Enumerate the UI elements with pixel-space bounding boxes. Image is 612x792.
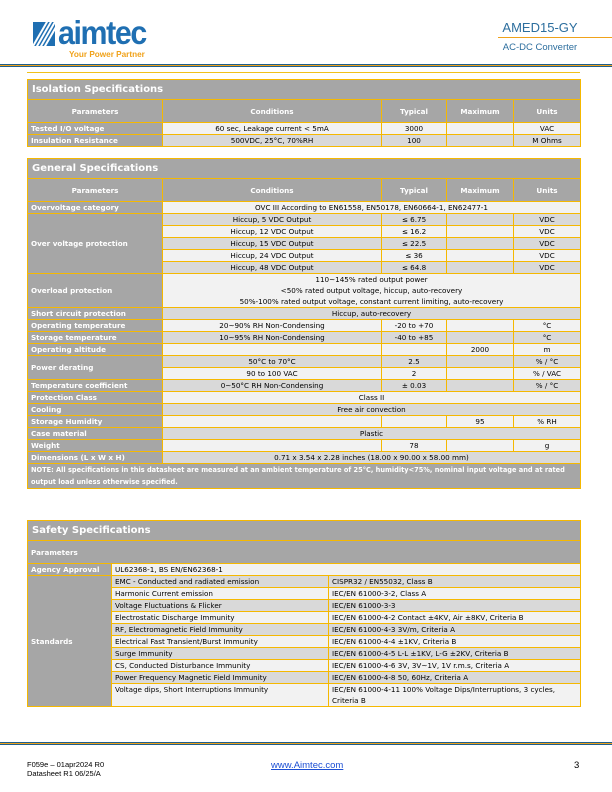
overload-line: <50% rated output voltage, hiccup, auto-recovery — [280, 286, 463, 295]
maximum-cell — [447, 320, 514, 332]
test-cell: Power Frequency Magnetic Field Immunity — [112, 672, 329, 684]
conditions-cell: 60 sec, Leakage current < 5mA — [163, 123, 382, 135]
column-header: Parameters — [28, 100, 163, 123]
general-spec-table — [27, 158, 581, 489]
header-rule-blue — [0, 66, 612, 67]
content-top-rule — [27, 72, 580, 73]
column-header: Conditions — [163, 179, 382, 202]
standard-cell: IEC/EN 61000-4-3 3V/m, Criteria A — [329, 624, 581, 636]
standard-cell: IEC/EN 61000-4-11 100% Voltage Dips/Interruptions, 3 cycles, Criteria B — [329, 684, 581, 707]
column-header: Maximum — [447, 179, 514, 202]
table-row — [28, 564, 581, 576]
table-row — [28, 214, 581, 226]
value-cell — [163, 274, 581, 308]
table-row — [28, 123, 581, 135]
column-header: Units — [514, 179, 581, 202]
test-cell: Electrical Fast Transient/Burst Immunity — [112, 636, 329, 648]
maximum-cell — [447, 380, 514, 392]
column-header: Typical — [382, 100, 447, 123]
maximum-cell — [447, 332, 514, 344]
conditions-cell: Hiccup, 5 VDC Output — [163, 214, 382, 226]
maximum-cell: 95 — [447, 416, 514, 428]
conditions-cell: Hiccup, 15 VDC Output — [163, 238, 382, 250]
logo-mark-icon — [33, 22, 55, 46]
table-row — [28, 440, 581, 452]
table-row — [28, 380, 581, 392]
maximum-cell — [447, 356, 514, 368]
standard-cell: IEC/EN 61000-4-6 3V, 3V~1V, 1V r.m.s, Criteria A — [329, 660, 581, 672]
conditions-cell: 50°C to 70°C — [163, 356, 382, 368]
param-label: Tested I/O voltage — [28, 123, 163, 135]
section-title: Isolation Specifications — [28, 80, 581, 100]
standard-cell: IEC/EN 61000-3-2, Class A — [329, 588, 581, 600]
typical-cell: ≤ 16.2 — [382, 226, 447, 238]
table-row — [28, 392, 581, 404]
value-cell: 0.71 x 3.54 x 2.28 inches (18.00 x 90.00 x 58.00 mm) — [163, 452, 581, 464]
test-cell: Voltage Fluctuations & Flicker — [112, 600, 329, 612]
typical-cell: ≤ 64.8 — [382, 262, 447, 274]
logo-tagline: Your Power Partner — [69, 50, 145, 59]
param-label: Agency Approval — [28, 564, 112, 576]
units-cell: VDC — [514, 262, 581, 274]
logo-wordmark: aimtec — [58, 14, 146, 51]
maximum-cell — [447, 226, 514, 238]
typical-cell — [382, 416, 447, 428]
aimtec-logo — [33, 14, 163, 62]
param-label: Cooling — [28, 404, 163, 416]
footer-rule-blue — [0, 744, 612, 745]
product-name: AMED15-GY — [502, 20, 578, 35]
units-cell: % / VAC — [514, 368, 581, 380]
param-label: Overvoltage category — [28, 202, 163, 214]
typical-cell: 2 — [382, 368, 447, 380]
test-cell: Voltage dips, Short Interruptions Immunity — [112, 684, 329, 707]
footer-doc-info — [27, 760, 104, 778]
param-label: Power derating — [28, 356, 163, 380]
table-row — [28, 428, 581, 440]
maximum-cell — [447, 250, 514, 262]
conditions-cell: Hiccup, 12 VDC Output — [163, 226, 382, 238]
param-label: Operating altitude — [28, 344, 163, 356]
standard-cell: IEC/EN 61000-4-4 ±1KV, Criteria B — [329, 636, 581, 648]
column-header: Typical — [382, 179, 447, 202]
units-cell: M Ohms — [514, 135, 581, 147]
maximum-cell — [447, 368, 514, 380]
conditions-cell: 500VDC, 25°C, 70%RH — [163, 135, 382, 147]
table-row — [28, 356, 581, 368]
typical-cell: ± 0.03 — [382, 380, 447, 392]
table-row — [28, 320, 581, 332]
standard-cell: IEC/EN 61000-4-8 50, 60Hz, Criteria A — [329, 672, 581, 684]
maximum-cell — [447, 123, 514, 135]
test-cell: Electrostatic Discharge Immunity — [112, 612, 329, 624]
conditions-cell: 20~90% RH Non-Condensing — [163, 320, 382, 332]
standard-cell: IEC/EN 61000-4-2 Contact ±4KV, Air ±8KV, Criteria B — [329, 612, 581, 624]
table-row — [28, 404, 581, 416]
form-id: F059e – 01apr2024 R0 — [27, 760, 105, 769]
typical-cell: 3000 — [382, 123, 447, 135]
units-cell: VDC — [514, 226, 581, 238]
units-cell: % / °C — [514, 380, 581, 392]
param-label: Dimensions (L x W x H) — [28, 452, 163, 464]
table-row — [28, 135, 581, 147]
units-cell: m — [514, 344, 581, 356]
table-row — [28, 308, 581, 320]
maximum-cell — [447, 262, 514, 274]
conditions-cell: 0~50°C RH Non-Condensing — [163, 380, 382, 392]
param-label: Operating temperature — [28, 320, 163, 332]
typical-cell — [382, 344, 447, 356]
units-cell: °C — [514, 320, 581, 332]
isolation-spec-table — [27, 79, 581, 147]
value-cell: Hiccup, auto-recovery — [163, 308, 581, 320]
param-label: Storage Humidity — [28, 416, 163, 428]
conditions-cell: Hiccup, 24 VDC Output — [163, 250, 382, 262]
table-row — [28, 344, 581, 356]
typical-cell: ≤ 22.5 — [382, 238, 447, 250]
typical-cell: 100 — [382, 135, 447, 147]
table-row — [28, 576, 581, 588]
table-row — [28, 332, 581, 344]
standard-cell: IEC/EN 61000-4-5 L-L ±1KV, L-G ±2KV, Criteria B — [329, 648, 581, 660]
param-label: Overload protection — [28, 274, 163, 308]
units-cell: VDC — [514, 238, 581, 250]
section-title: General Specifications — [28, 159, 581, 179]
param-label: Temperature coefficient — [28, 380, 163, 392]
test-cell: RF, Electromagnetic Field Immunity — [112, 624, 329, 636]
value-cell: Free air convection — [163, 404, 581, 416]
overload-line: 50%-100% rated output voltage, constant current limiting, auto-recovery — [239, 297, 504, 306]
safety-spec-table — [27, 520, 581, 707]
test-cell: Surge Immunity — [112, 648, 329, 660]
maximum-cell — [447, 440, 514, 452]
param-label: Insulation Resistance — [28, 135, 163, 147]
typical-cell: ≤ 6.75 — [382, 214, 447, 226]
website-link[interactable]: www.Aimtec.com — [271, 760, 344, 771]
section-title: Safety Specifications — [28, 521, 581, 541]
param-label: Short circuit protection — [28, 308, 163, 320]
typical-cell: 78 — [382, 440, 447, 452]
maximum-cell: 2000 — [447, 344, 514, 356]
datasheet-revision: Datasheet R1 06/25/A — [27, 769, 101, 778]
column-header: Maximum — [447, 100, 514, 123]
test-cell: EMC - Conducted and radiated emission — [112, 576, 329, 588]
test-cell: Harmonic Current emission — [112, 588, 329, 600]
standard-cell: CISPR32 / EN55032, Class B — [329, 576, 581, 588]
param-label: Over voltage protection — [28, 214, 163, 274]
param-label: Storage temperature — [28, 332, 163, 344]
typical-cell: ≤ 36 — [382, 250, 447, 262]
maximum-cell — [447, 135, 514, 147]
param-label: Protection Class — [28, 392, 163, 404]
page-number: 3 — [574, 760, 580, 771]
column-header: Parameters — [28, 541, 581, 564]
table-row — [28, 416, 581, 428]
standard-cell: IEC/EN 61000-3-3 — [329, 600, 581, 612]
overload-line: 110~145% rated output power — [315, 275, 428, 284]
spec-note: NOTE: All specifications in this datasheet are measured at an ambient temperature of 25°C, humidity<75%, nominal input voltage and at rated output load unless otherwise specified. — [28, 464, 581, 489]
table-row — [28, 452, 581, 464]
typical-cell: 2.5 — [382, 356, 447, 368]
typical-cell: -40 to +85 — [382, 332, 447, 344]
param-label: Weight — [28, 440, 163, 452]
conditions-cell: Hiccup, 48 VDC Output — [163, 262, 382, 274]
units-cell: % / °C — [514, 356, 581, 368]
value-cell: OVC III According to EN61558, EN50178, EN60664-1, EN62477-1 — [163, 202, 581, 214]
units-cell: % RH — [514, 416, 581, 428]
maximum-cell — [447, 238, 514, 250]
conditions-cell — [163, 344, 382, 356]
param-label: Case material — [28, 428, 163, 440]
conditions-cell — [163, 440, 382, 452]
value-cell: UL62368-1, BS EN/EN62368-1 — [112, 564, 581, 576]
value-cell: Plastic — [163, 428, 581, 440]
maximum-cell — [447, 214, 514, 226]
units-cell: VAC — [514, 123, 581, 135]
conditions-cell: 90 to 100 VAC — [163, 368, 382, 380]
units-cell: VDC — [514, 250, 581, 262]
units-cell: g — [514, 440, 581, 452]
conditions-cell: 10~95% RH Non-Condensing — [163, 332, 382, 344]
column-header: Parameters — [28, 179, 163, 202]
table-row — [28, 274, 581, 308]
table-row — [28, 202, 581, 214]
header-divider — [498, 37, 612, 38]
value-cell: Class II — [163, 392, 581, 404]
test-cell: CS, Conducted Disturbance Immunity — [112, 660, 329, 672]
table-row — [28, 464, 581, 489]
param-label: Standards — [28, 576, 112, 707]
column-header: Units — [514, 100, 581, 123]
conditions-cell — [163, 416, 382, 428]
typical-cell: -20 to +70 — [382, 320, 447, 332]
product-subtitle: AC-DC Converter — [502, 42, 578, 53]
units-cell: VDC — [514, 214, 581, 226]
units-cell: °C — [514, 332, 581, 344]
column-header: Conditions — [163, 100, 382, 123]
